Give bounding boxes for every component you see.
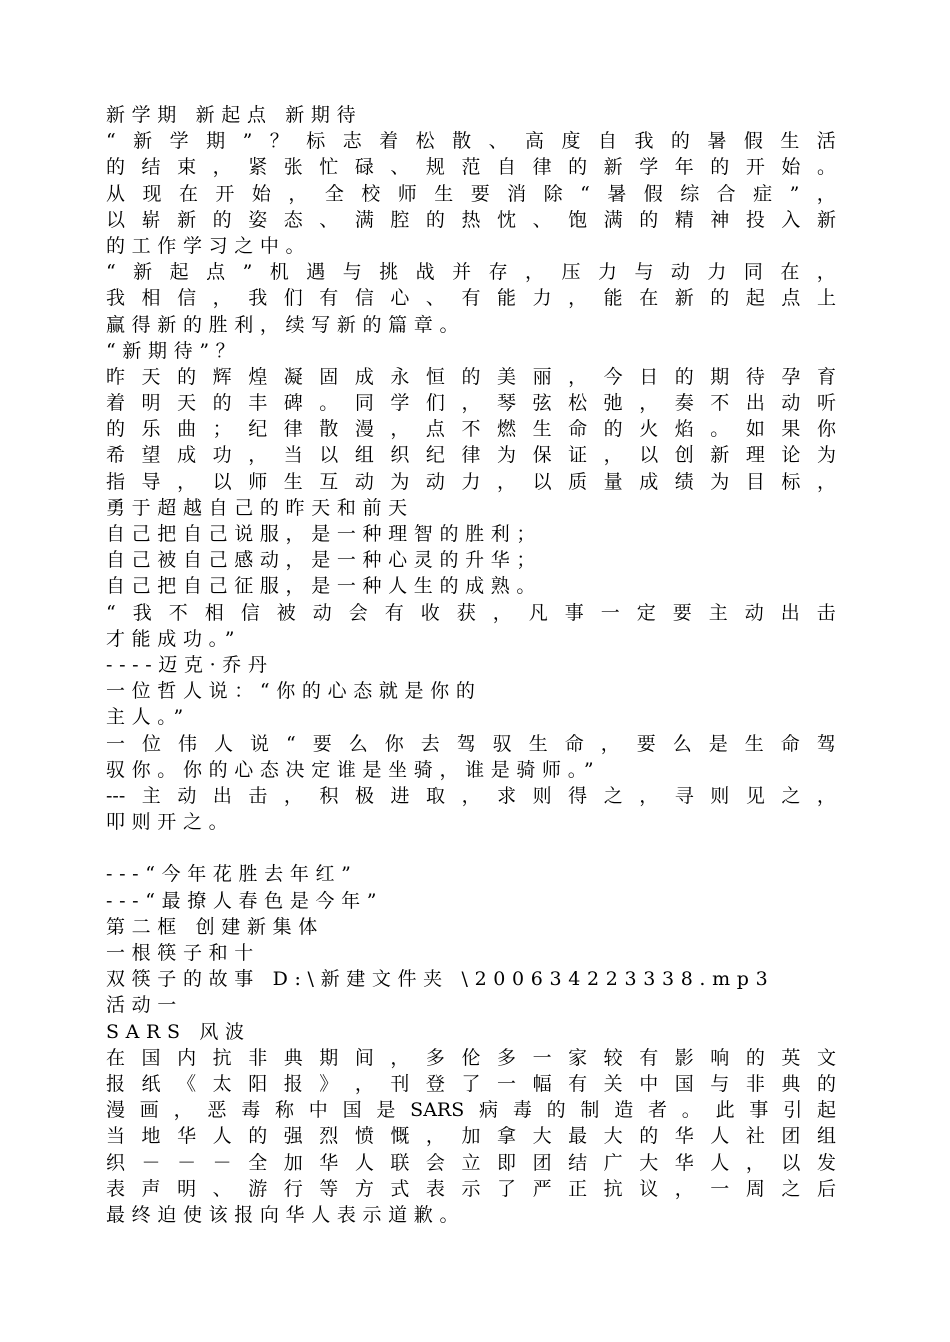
text-line: 最终迫使该报向华人表示道歉。	[106, 1203, 466, 1226]
text-line: ---“今年花胜去年红”	[106, 863, 358, 886]
text-line: 才能成功。”	[106, 627, 242, 650]
text-line: 叩则开之。	[106, 811, 235, 834]
text-line: 在 国 内 抗 非 典 期 间 ， 多 伦 多 一 家 较 有 影 响 的 英 文	[106, 1046, 836, 1069]
text-line: 漫 画 ， 恶 毒 称 中 国 是 SARS 病 毒 的 制 造 者 。 此 事 引 起	[106, 1099, 836, 1122]
text-line: 的工作学习之中。	[106, 234, 312, 257]
text-line: “ 新 学 期 ” ？ 标 志 着 松 散 、 高 度 自 我 的 暑 假 生 活	[106, 130, 836, 153]
text-line: 自己把自己征服，是一种人生的成熟。	[106, 575, 543, 598]
text-line: 一根筷子和十	[106, 942, 260, 964]
text-line: 一 位 伟 人 说 “ 要 么 你 去 驾 驭 生 命 ， 要 么 是 生 命 驾	[106, 732, 836, 755]
text-line: 第二框 创建新集体	[106, 915, 324, 938]
text-line: 着 明 天 的 丰 碑 。 同 学 们 ， 琴 弦 松 弛 ， 奏 不 出 动 听	[106, 392, 836, 415]
text-line: 以 崭 新 的 姿 态 、 满 腔 的 热 忱 、 饱 满 的 精 神 投 入 新	[106, 208, 836, 231]
text-line: 的 结 束 ， 紧 张 忙 碌 、 规 范 自 律 的 新 学 年 的 开 始 。	[106, 156, 836, 179]
text-line: 昨 天 的 辉 煌 凝 固 成 永 恒 的 美 丽 ， 今 日 的 期 待 孕 育	[106, 365, 836, 388]
text-line: 指 导 ， 以 师 生 互 动 为 动 力 ， 以 质 量 成 绩 为 目 标 ，	[106, 470, 836, 493]
text-line: 织 － － － 全 加 华 人 联 会 立 即 团 结 广 大 华 人 ， 以 发	[106, 1151, 836, 1174]
text-line: “新期待”？	[106, 339, 242, 362]
text-line: 活动一	[106, 994, 183, 1017]
text-line: 表 声 明 、 游 行 等 方 式 表 示 了 严 正 抗 议 ， 一 周 之 后	[106, 1177, 836, 1200]
document-body	[106, 102, 836, 1228]
text-line: 自己被自己感动，是一种心灵的升华；	[106, 549, 543, 572]
text-line: 的 乐 曲 ； 纪 律 散 漫 ， 点 不 燃 生 命 的 火 焰 。 如 果 你	[106, 418, 836, 441]
text-line: ----迈克·乔丹	[106, 653, 274, 676]
text-line: “ 新 起 点 ” 机 遇 与 挑 战 并 存 ， 压 力 与 动 力 同 在 ，	[106, 261, 836, 284]
text-line: 希 望 成 功 ， 当 以 组 织 纪 律 为 保 证 ， 以 创 新 理 论 为	[106, 444, 836, 467]
text-line: 报 纸 《 太 阳 报 》 ， 刊 登 了 一 幅 有 关 中 国 与 非 典 的	[106, 1072, 836, 1095]
text-line: “ 我 不 相 信 被 动 会 有 收 获 ， 凡 事 一 定 要 主 动 出 击	[106, 601, 836, 624]
text-line: 从 现 在 开 始 ， 全 校 师 生 要 消 除 “ 暑 假 综 合 症 ” ，	[106, 182, 836, 205]
text-line: ---“最撩人春色是今年”	[106, 889, 384, 912]
text-line: 主人。”	[106, 706, 190, 729]
text-line: 勇于超越自己的昨天和前天	[106, 496, 414, 519]
text-line: 驭你。你的心态决定谁是坐骑，谁是骑师。”	[106, 758, 601, 781]
text-line: 新学期 新起点 新期待	[106, 104, 363, 126]
blank-line	[106, 835, 836, 861]
text-line: 赢得新的胜利，续写新的篇章。	[106, 313, 466, 336]
text-line: SARS 风波	[106, 1020, 251, 1043]
text-line: 一位哲人说：“你的心态就是你的	[106, 680, 482, 703]
text-line: 我 相 信 ， 我 们 有 信 心 、 有 能 力 ， 能 在 新 的 起 点 上	[106, 287, 836, 310]
text-line: --- 主 动 出 击 ， 积 极 进 取 ， 求 则 得 之 ， 寻 则 见 之 ，	[106, 784, 836, 807]
text-line: 自己把自己说服，是一种理智的胜利；	[106, 523, 543, 545]
text-line: 当 地 华 人 的 强 烈 愤 慨 ， 加 拿 大 最 大 的 华 人 社 团 组	[106, 1125, 836, 1148]
text-line: 双筷子的故事 D:\新建文件夹 \200634223338.mp3	[106, 968, 775, 991]
